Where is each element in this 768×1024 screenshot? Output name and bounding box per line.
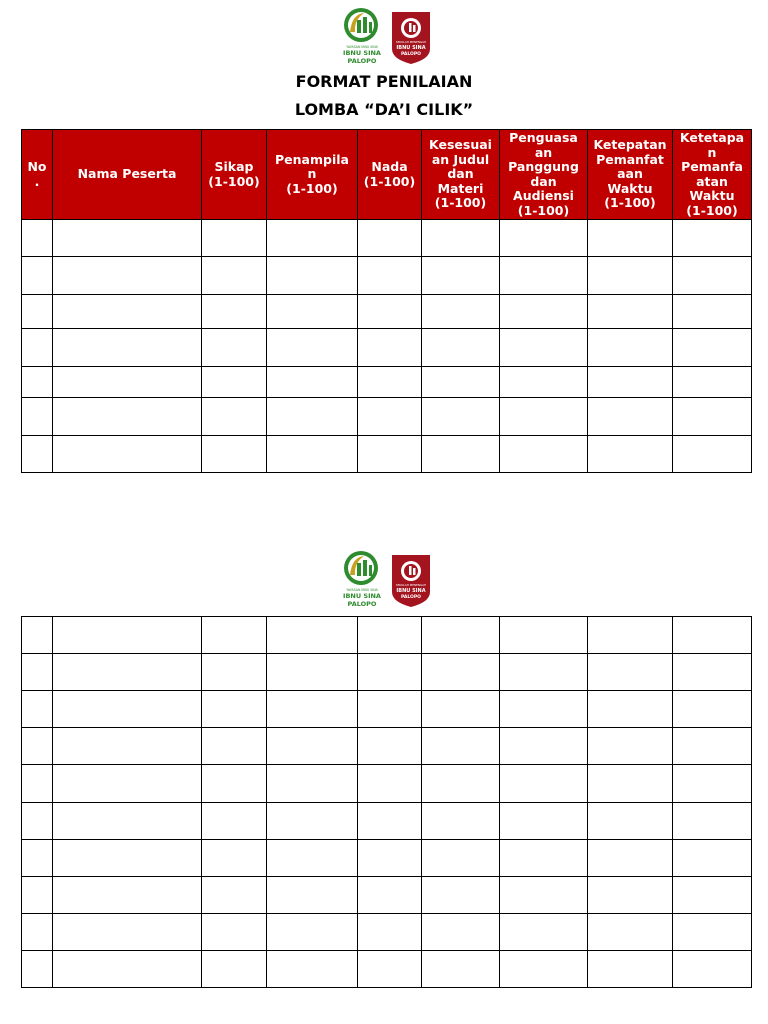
table-cell[interactable]: [422, 840, 500, 877]
table-cell[interactable]: [53, 257, 202, 295]
logo-green-line2: IBNU SINA: [343, 49, 381, 57]
table-cell[interactable]: [202, 257, 267, 295]
table-cell[interactable]: [267, 367, 358, 398]
table-row: [22, 398, 752, 436]
table-cell[interactable]: [22, 398, 53, 436]
table-cell[interactable]: [267, 765, 358, 803]
table-cell[interactable]: [358, 367, 422, 398]
logo-red-line2: IBNU SINA: [396, 45, 426, 51]
table-cell[interactable]: [22, 329, 53, 367]
table-cell[interactable]: [358, 840, 422, 877]
page-subtitle: LOMBA “DA’I CILIK”: [294, 100, 474, 119]
table-cell[interactable]: [267, 951, 358, 988]
table-cell[interactable]: [588, 295, 673, 329]
table-cell[interactable]: [202, 329, 267, 367]
table-row: [22, 803, 752, 840]
table-cell[interactable]: [202, 765, 267, 803]
column-header: Penampila n (1-100): [267, 130, 358, 220]
table-row: [22, 877, 752, 914]
table-cell[interactable]: [22, 803, 53, 840]
logo-group-bottom: [0, 549, 768, 609]
logo-green-line3: PALOPO: [347, 600, 377, 608]
table-cell[interactable]: [53, 765, 202, 803]
table-cell[interactable]: [53, 295, 202, 329]
logo-group: [0, 6, 768, 66]
table-cell[interactable]: [22, 220, 53, 257]
table-cell[interactable]: [53, 877, 202, 914]
table-cell[interactable]: [267, 257, 358, 295]
table-cell[interactable]: [267, 654, 358, 691]
table-cell[interactable]: [588, 257, 673, 295]
table-cell[interactable]: [422, 295, 500, 329]
table-cell[interactable]: [500, 295, 588, 329]
table-cell[interactable]: [422, 728, 500, 765]
table-row: [22, 840, 752, 877]
table-row: [22, 367, 752, 398]
table-cell[interactable]: [358, 728, 422, 765]
table-cell[interactable]: [202, 295, 267, 329]
table-cell[interactable]: [358, 914, 422, 951]
logo-green-line1: YAYASAN IBNU SINA: [346, 588, 378, 592]
table-cell[interactable]: [588, 691, 673, 728]
school-logo-green: [340, 549, 384, 609]
table-cell[interactable]: [588, 220, 673, 257]
table-cell[interactable]: [22, 951, 53, 988]
table-cell[interactable]: [22, 728, 53, 765]
school-logo-red: [391, 11, 431, 65]
table-cell[interactable]: [673, 436, 752, 473]
table-row: [22, 295, 752, 329]
table-cell[interactable]: [422, 654, 500, 691]
table-cell[interactable]: [500, 436, 588, 473]
table-cell[interactable]: [53, 951, 202, 988]
table-cell[interactable]: [500, 914, 588, 951]
table-cell[interactable]: [500, 257, 588, 295]
logo-red-line2: IBNU SINA: [396, 588, 426, 594]
table-cell[interactable]: [358, 877, 422, 914]
table-cell[interactable]: [422, 220, 500, 257]
table-cell[interactable]: [267, 398, 358, 436]
table-cell[interactable]: [202, 617, 267, 654]
table-cell[interactable]: [673, 654, 752, 691]
scoring-table-bottom: [21, 616, 752, 988]
table-cell[interactable]: [673, 765, 752, 803]
logo-green-line3: PALOPO: [347, 57, 377, 65]
school-logo-red: [391, 554, 431, 608]
table-row: [22, 257, 752, 295]
table-cell[interactable]: [673, 220, 752, 257]
table-cell[interactable]: [22, 877, 53, 914]
table-cell[interactable]: [358, 691, 422, 728]
column-header: Penguasa an Panggung dan Audiensi (1-100): [500, 130, 588, 220]
table-cell[interactable]: [673, 951, 752, 988]
table-cell[interactable]: [202, 654, 267, 691]
table-cell[interactable]: [22, 436, 53, 473]
table-cell[interactable]: [202, 367, 267, 398]
column-header: Nama Peserta: [53, 130, 202, 220]
table-cell[interactable]: [202, 877, 267, 914]
table-cell[interactable]: [673, 877, 752, 914]
table-cell[interactable]: [267, 877, 358, 914]
table-cell[interactable]: [422, 951, 500, 988]
table-cell[interactable]: [22, 367, 53, 398]
table-cell[interactable]: [53, 220, 202, 257]
table-row: [22, 617, 752, 654]
table-row: [22, 691, 752, 728]
table-cell[interactable]: [673, 257, 752, 295]
table-cell[interactable]: [500, 617, 588, 654]
table-cell[interactable]: [202, 436, 267, 473]
table-cell[interactable]: [500, 840, 588, 877]
logo-red-line1: SEKOLAH MENENGAH: [395, 583, 427, 587]
table-row: [22, 220, 752, 257]
table-cell[interactable]: [53, 398, 202, 436]
table-cell[interactable]: [358, 398, 422, 436]
table-cell[interactable]: [422, 617, 500, 654]
table-cell[interactable]: [22, 617, 53, 654]
table-cell[interactable]: [202, 840, 267, 877]
table-cell[interactable]: [53, 329, 202, 367]
table-cell[interactable]: [22, 765, 53, 803]
table-cell[interactable]: [53, 654, 202, 691]
table-cell[interactable]: [500, 654, 588, 691]
table-cell[interactable]: [202, 398, 267, 436]
table-row: [22, 436, 752, 473]
table-cell[interactable]: [53, 728, 202, 765]
table-cell[interactable]: [588, 803, 673, 840]
table-row: [22, 765, 752, 803]
table-cell[interactable]: [588, 728, 673, 765]
table-cell[interactable]: [422, 398, 500, 436]
table-cell[interactable]: [422, 765, 500, 803]
table-cell[interactable]: [673, 728, 752, 765]
table-cell[interactable]: [53, 436, 202, 473]
table-cell[interactable]: [267, 840, 358, 877]
table-cell[interactable]: [22, 840, 53, 877]
table-cell[interactable]: [422, 803, 500, 840]
table-cell[interactable]: [673, 329, 752, 367]
table-cell[interactable]: [53, 367, 202, 398]
table-cell[interactable]: [500, 803, 588, 840]
table-row: [22, 914, 752, 951]
table-cell[interactable]: [53, 803, 202, 840]
table-header-row: [22, 130, 752, 220]
table-cell[interactable]: [358, 329, 422, 367]
logo-green-line2: IBNU SINA: [343, 592, 381, 600]
logo-red-line3: PALOPO: [400, 52, 422, 57]
table-cell[interactable]: [422, 877, 500, 914]
table-cell[interactable]: [267, 914, 358, 951]
table-cell[interactable]: [588, 436, 673, 473]
table-row: [22, 654, 752, 691]
table-cell[interactable]: [358, 803, 422, 840]
table-cell[interactable]: [422, 914, 500, 951]
table-cell[interactable]: [500, 398, 588, 436]
table-cell[interactable]: [202, 914, 267, 951]
table-cell[interactable]: [673, 803, 752, 840]
table-cell[interactable]: [202, 803, 267, 840]
table-cell[interactable]: [267, 329, 358, 367]
logo-red-line1: SEKOLAH MENENGAH: [395, 40, 427, 44]
logo-red-line3: PALOPO: [400, 595, 422, 600]
column-header: Ketetapa n Pemanfa atan Waktu (1-100): [673, 130, 752, 220]
table-cell[interactable]: [588, 765, 673, 803]
table-cell[interactable]: [588, 654, 673, 691]
table-cell[interactable]: [500, 691, 588, 728]
table-cell[interactable]: [358, 765, 422, 803]
table-cell[interactable]: [22, 691, 53, 728]
table-cell[interactable]: [673, 295, 752, 329]
table-cell[interactable]: [358, 257, 422, 295]
table-cell[interactable]: [673, 691, 752, 728]
table-cell[interactable]: [673, 617, 752, 654]
table-cell[interactable]: [267, 220, 358, 257]
table-cell[interactable]: [53, 617, 202, 654]
table-cell[interactable]: [358, 295, 422, 329]
page-title: FORMAT PENILAIAN: [295, 72, 473, 91]
table-cell[interactable]: [202, 951, 267, 988]
table-cell[interactable]: [202, 220, 267, 257]
table-cell[interactable]: [422, 257, 500, 295]
table-cell[interactable]: [500, 951, 588, 988]
table-cell[interactable]: [500, 765, 588, 803]
table-row: [22, 951, 752, 988]
table-cell[interactable]: [358, 951, 422, 988]
table-cell[interactable]: [53, 914, 202, 951]
table-cell[interactable]: [588, 914, 673, 951]
table-cell[interactable]: [588, 951, 673, 988]
table-cell[interactable]: [267, 295, 358, 329]
column-header: Ketepatan Pemanfat aan Waktu (1-100): [588, 130, 673, 220]
table-cell[interactable]: [588, 840, 673, 877]
table-cell[interactable]: [202, 728, 267, 765]
table-cell[interactable]: [500, 728, 588, 765]
table-cell[interactable]: [422, 329, 500, 367]
table-cell[interactable]: [267, 617, 358, 654]
table-cell[interactable]: [673, 398, 752, 436]
table-row: [22, 329, 752, 367]
column-header: Kesesuai an Judul dan Materi (1-100): [422, 130, 500, 220]
table-cell[interactable]: [588, 398, 673, 436]
table-cell[interactable]: [358, 436, 422, 473]
table-cell[interactable]: [267, 691, 358, 728]
table-cell[interactable]: [500, 367, 588, 398]
table-cell[interactable]: [588, 367, 673, 398]
table-cell[interactable]: [267, 728, 358, 765]
logo-green-line1: YAYASAN IBNU SINA: [346, 45, 378, 49]
table-cell[interactable]: [673, 840, 752, 877]
table-cell[interactable]: [500, 329, 588, 367]
table-cell[interactable]: [673, 367, 752, 398]
table-cell[interactable]: [202, 691, 267, 728]
table-cell[interactable]: [588, 877, 673, 914]
table-cell[interactable]: [22, 914, 53, 951]
column-header: Sikap (1-100): [202, 130, 267, 220]
table-cell[interactable]: [588, 617, 673, 654]
table-cell[interactable]: [422, 367, 500, 398]
column-header: No .: [22, 130, 53, 220]
table-cell[interactable]: [22, 295, 53, 329]
scoring-table-top: [21, 129, 752, 473]
table-cell[interactable]: [358, 654, 422, 691]
table-cell[interactable]: [22, 654, 53, 691]
table-cell[interactable]: [422, 691, 500, 728]
table-cell[interactable]: [588, 329, 673, 367]
table-cell[interactable]: [267, 803, 358, 840]
table-cell[interactable]: [673, 914, 752, 951]
table-cell[interactable]: [358, 220, 422, 257]
table-cell[interactable]: [500, 220, 588, 257]
table-cell[interactable]: [422, 436, 500, 473]
table-cell[interactable]: [22, 257, 53, 295]
table-cell[interactable]: [53, 840, 202, 877]
table-cell[interactable]: [53, 691, 202, 728]
table-cell[interactable]: [500, 877, 588, 914]
table-cell[interactable]: [267, 436, 358, 473]
table-cell[interactable]: [358, 617, 422, 654]
school-logo-green: [340, 6, 384, 66]
table-row: [22, 728, 752, 765]
column-header: Nada (1-100): [358, 130, 422, 220]
